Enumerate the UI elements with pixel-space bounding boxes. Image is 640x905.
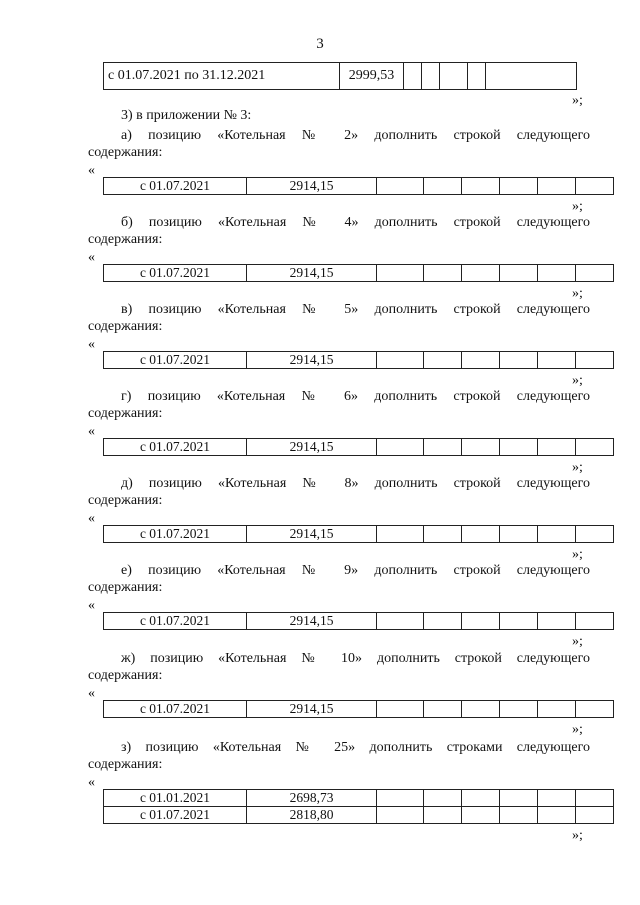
- content-label: содержания:: [88, 580, 163, 595]
- date-cell: с 01.07.2021: [104, 807, 247, 824]
- empty-cell: [424, 265, 462, 282]
- empty-cell: [377, 178, 424, 195]
- empty-cell: [576, 439, 614, 456]
- data-table: [103, 438, 614, 456]
- section-text: ж) позицию «Котельная № 10» дополнить строкой следующего: [121, 651, 590, 666]
- empty-cell: [424, 807, 462, 824]
- value-cell: 2914,15: [247, 178, 377, 195]
- empty-cell: [377, 807, 424, 824]
- empty-cell: [576, 352, 614, 369]
- value-cell: 2698,73: [247, 790, 377, 807]
- empty-cell: [500, 701, 538, 718]
- empty-cell: [500, 265, 538, 282]
- closing-quote: »;: [572, 547, 583, 562]
- empty-cell: [424, 178, 462, 195]
- data-table: [103, 351, 614, 369]
- open-quote: «: [88, 250, 95, 265]
- table-row: [104, 178, 614, 195]
- open-quote: «: [88, 598, 95, 613]
- table-row: [104, 526, 614, 543]
- closing-quote: »;: [572, 634, 583, 649]
- empty-cell: [424, 526, 462, 543]
- date-cell: с 01.07.2021: [104, 701, 247, 718]
- empty-cell: [500, 439, 538, 456]
- content-label: содержания:: [88, 232, 163, 247]
- section-text: е) позицию «Котельная № 9» дополнить строкой следующего: [121, 563, 590, 578]
- page-number: 3: [316, 36, 324, 52]
- empty-cell: [377, 701, 424, 718]
- empty-cell: [538, 701, 576, 718]
- empty-cell: [377, 352, 424, 369]
- date-cell: с 01.01.2021: [104, 790, 247, 807]
- section-text: з) позицию «Котельная № 25» дополнить строками следующего: [121, 740, 590, 755]
- empty-cell: [576, 790, 614, 807]
- empty-cell: [500, 790, 538, 807]
- empty-cell: [538, 526, 576, 543]
- empty-cell: [424, 352, 462, 369]
- value-cell: 2914,15: [247, 265, 377, 282]
- value-cell: 2818,80: [247, 807, 377, 824]
- empty-cell: [576, 526, 614, 543]
- empty-cell: [500, 178, 538, 195]
- content-label: содержания:: [88, 757, 163, 772]
- content-label: содержания:: [88, 145, 163, 160]
- value-cell: 2914,15: [247, 613, 377, 630]
- empty-cell: [424, 790, 462, 807]
- data-table: [103, 525, 614, 543]
- empty-cell: [377, 613, 424, 630]
- empty-cell: [538, 439, 576, 456]
- closing-quote: »;: [572, 722, 583, 737]
- value-cell: 2999,53: [340, 63, 404, 90]
- empty-cell: [462, 178, 500, 195]
- table-row: [104, 807, 614, 824]
- closing-quote: »;: [572, 199, 583, 214]
- open-quote: «: [88, 337, 95, 352]
- empty-cell: [500, 613, 538, 630]
- value-cell: 2914,15: [247, 439, 377, 456]
- data-table: [103, 789, 614, 824]
- empty-cell: [462, 613, 500, 630]
- value-cell: 2914,15: [247, 526, 377, 543]
- period-cell: с 01.07.2021 по 31.12.2021: [104, 63, 340, 90]
- empty-cell: [377, 265, 424, 282]
- open-quote: «: [88, 511, 95, 526]
- empty-cell: [462, 439, 500, 456]
- empty-cell: [377, 439, 424, 456]
- empty-cell: [500, 526, 538, 543]
- content-label: содержания:: [88, 493, 163, 508]
- empty-cell: [538, 178, 576, 195]
- empty-cell: [462, 265, 500, 282]
- data-table: [103, 177, 614, 195]
- content-label: содержания:: [88, 319, 163, 334]
- date-cell: с 01.07.2021: [104, 352, 247, 369]
- empty-cell: [424, 701, 462, 718]
- date-cell: с 01.07.2021: [104, 178, 247, 195]
- data-table: [103, 264, 614, 282]
- empty-cell: [538, 807, 576, 824]
- data-table: [103, 612, 614, 630]
- date-cell: с 01.07.2021: [104, 265, 247, 282]
- empty-cell: [377, 526, 424, 543]
- date-cell: с 01.07.2021: [104, 613, 247, 630]
- closing-quote: »;: [572, 828, 583, 843]
- empty-cell: [538, 790, 576, 807]
- empty-cell: [462, 701, 500, 718]
- table-row: [104, 352, 614, 369]
- table-row: [104, 790, 614, 807]
- section-text: д) позицию «Котельная № 8» дополнить строкой следующего: [121, 476, 590, 491]
- table-row: [104, 439, 614, 456]
- data-table: [103, 700, 614, 718]
- empty-cell: [538, 265, 576, 282]
- closing-quote: »;: [572, 460, 583, 475]
- empty-cell: [440, 63, 468, 90]
- empty-cell: [538, 352, 576, 369]
- empty-cell: [377, 790, 424, 807]
- empty-cell: [538, 613, 576, 630]
- empty-cell: [576, 807, 614, 824]
- date-cell: с 01.07.2021: [104, 439, 247, 456]
- empty-cell: [462, 526, 500, 543]
- open-quote: «: [88, 424, 95, 439]
- closing-quote: »;: [572, 286, 583, 301]
- empty-cell: [424, 439, 462, 456]
- table-row: [104, 613, 614, 630]
- empty-cell: [500, 352, 538, 369]
- empty-cell: [422, 63, 440, 90]
- open-quote: «: [88, 163, 95, 178]
- empty-cell: [462, 790, 500, 807]
- empty-cell: [576, 265, 614, 282]
- empty-cell: [462, 352, 500, 369]
- empty-cell: [500, 807, 538, 824]
- value-cell: 2914,15: [247, 352, 377, 369]
- table-row: [104, 701, 614, 718]
- value-cell: 2914,15: [247, 701, 377, 718]
- open-quote: «: [88, 775, 95, 790]
- empty-cell: [576, 178, 614, 195]
- date-cell: с 01.07.2021: [104, 526, 247, 543]
- content-label: содержания:: [88, 668, 163, 683]
- empty-cell: [486, 63, 577, 90]
- empty-cell: [468, 63, 486, 90]
- table-row: [104, 265, 614, 282]
- closing-quote: »;: [572, 373, 583, 388]
- section-text: а) позицию «Котельная № 2» дополнить строкой следующего: [121, 128, 590, 143]
- empty-cell: [462, 807, 500, 824]
- empty-cell: [576, 701, 614, 718]
- empty-cell: [424, 613, 462, 630]
- empty-cell: [404, 63, 422, 90]
- empty-cell: [576, 613, 614, 630]
- open-quote: «: [88, 686, 95, 701]
- content-label: содержания:: [88, 406, 163, 421]
- section-text: б) позицию «Котельная № 4» дополнить строкой следующего: [121, 215, 590, 230]
- section-heading: 3) в приложении № 3:: [121, 108, 252, 123]
- closing-quote: »;: [572, 93, 583, 108]
- table-row: [103, 62, 577, 90]
- section-text: в) позицию «Котельная № 5» дополнить строкой следующего: [121, 302, 590, 317]
- section-text: г) позицию «Котельная № 6» дополнить строкой следующего: [121, 389, 590, 404]
